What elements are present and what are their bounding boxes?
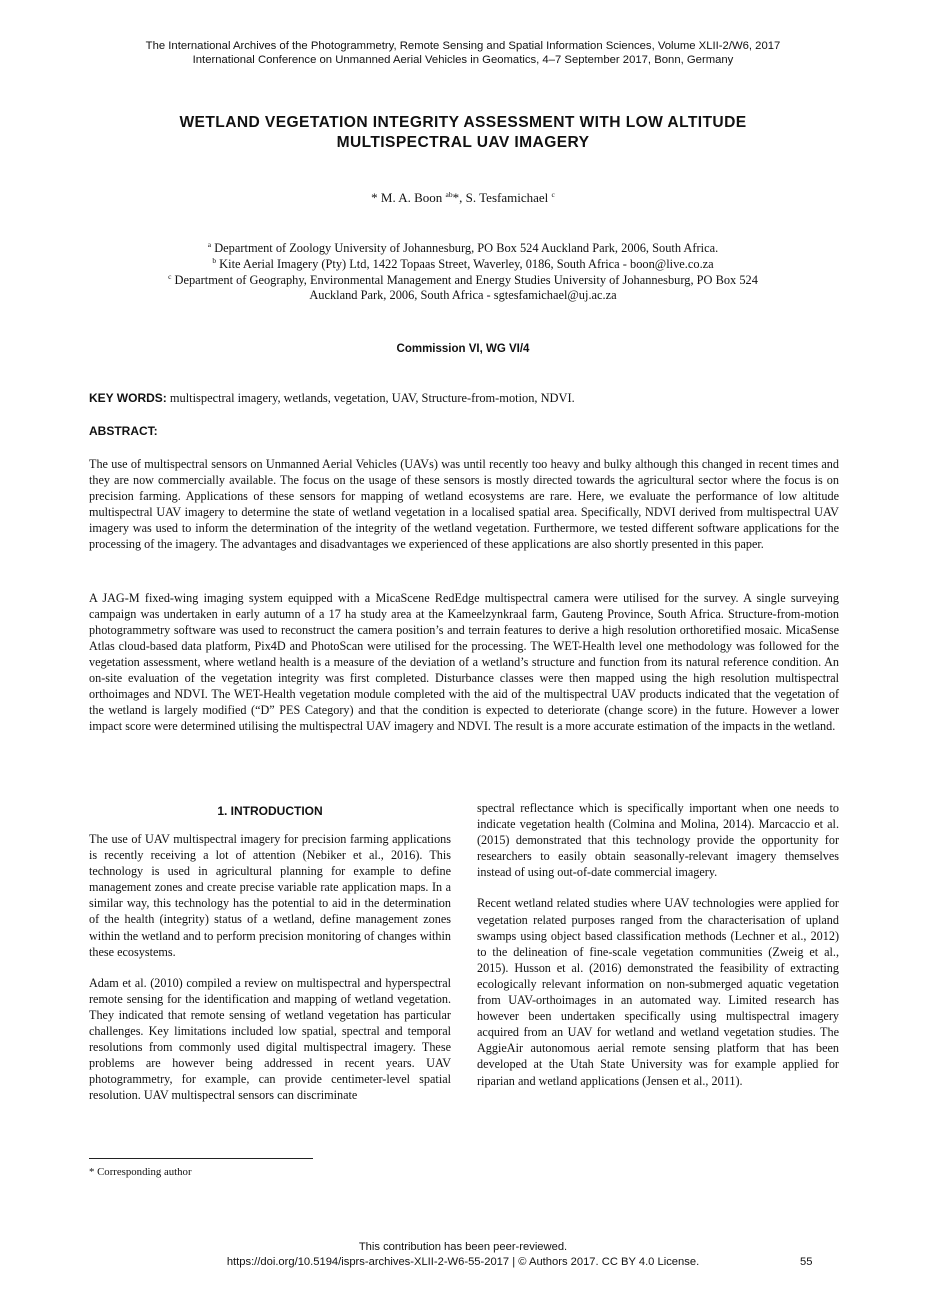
footer-peer-review: This contribution has been peer-reviewed. [358,1241,568,1253]
commission-label: Commission VI, WG VI/4 [396,343,530,355]
header-line-2: International Conference on Unmanned Aerial Vehicles in Geomatics, 4–7 September 2017, Bonn, Germany [192,54,734,66]
author-2-name: *, S. Tesfamichael [452,190,552,205]
affiliation-text: Auckland Park, 2006, South Africa - sgtesfamichael@uj.ac.za [309,288,617,303]
abstract-heading: ABSTRACT: [89,424,158,438]
page-number: 55 [800,1256,813,1268]
journal-header [60,39,866,67]
paper-title [70,113,856,153]
intro-paragraph-1: The use of UAV multispectral imagery for precision farming applications is recently receiving a lot of attention (Nebiker et al., 2016). This technology is used in agricultural planning for example to define management zones and create precise variable rate application maps. In a similar way, this technology has the potential to aid in the determination of the health (integrity) status of a wetland, define management zones within the wetland and to perform precision monitoring of changes within these ecosystems. [89,832,451,959]
keywords-label: KEY WORDS: [89,391,167,405]
author-1-affil-mark: ab [445,190,453,199]
title-line-1: WETLAND VEGETATION INTEGRITY ASSESSMENT WITH LOW ALTITUDE [179,114,747,131]
footnote-corresponding-author: * Corresponding author [89,1166,192,1178]
affiliation-a [80,241,846,257]
author-list [60,190,866,206]
footer-doi-license: https://doi.org/10.5194/isprs-archives-XLII-2-W6-55-2017 | © Authors 2017. CC BY 4.0 License. [226,1256,700,1268]
section-heading-introduction: 1. INTRODUCTION [217,804,323,818]
affiliation-mark: c [168,271,172,281]
affiliation-text: Department of Zoology University of Johannesburg, PO Box 524 Auckland Park, 2006, South Africa. [211,241,719,255]
affiliations [80,241,846,304]
intro-paragraph-4: Recent wetland related studies where UAV technologies were applied for vegetation related purposes ranged from the characterisation of upland swamps using object based classification methods (Lechner et al., 2012) to the delineation of fine-scale vegetation communities (Zweig et al., 2015). Husson et al. (2016) demonstrated the feasibility of extracting ecologically relevant information on non-submerged aquatic vegetation from UAV-orthoimages in an automated way. Limited research has however been undertaken specifically using multispectral imagery acquired from an UAV for wetland and wetland vegetation studies. The AggieAir autonomous aerial remote sensing platform that has been developed at the Utah State University was for example applied for riparian and wetland applications (Jensen et al., 2011). [477,896,839,1088]
keywords [89,390,841,406]
affiliation-c-continued [80,288,846,304]
affiliation-mark: a [207,240,212,249]
affiliation-text: Department of Geography, Environmental Management and Energy Studies University of Johannesburg, PO Box 524 [171,272,758,287]
intro-paragraph-2: Adam et al. (2010) compiled a review on multispectral and hyperspectral remote sensing for the identification and mapping of wetland vegetation. They indicated that remote sensing of wetland vegetation has particular challenges. Key limitations included low spatial, spectral and temporal resolutions from commonly used digital multispectral imagery. These problems are however being addressed in recent years. UAV photogrammetry, for example, can provide centimeter-level spatial resolution. UAV multispectral sensors can discriminate [89,975,451,1103]
abstract-paragraph-2: A JAG-M fixed-wing imaging system equipped with a MicaScene RedEdge multispectral camera were utilised for the survey. A single surveying campaign was undertaken in early autumn of a 17 ha study area at the Kameelzynkraal farm, Gauteng Province, South Africa. Structure-from-motion photogrammetry software was used to reconstruct the camera position’s and terrain features to derive a high resolution orthoretified mosaic. MicaSense Atlas cloud-based data platform, Pix4D and PhotoScan were utilised for the processing. The WET-Health level one methodology was followed for the vegetation assessment, where wetland health is a measure of the deviation of a wetland’s structure and function from its natural reference condition. An on-site evaluation of the vegetation integrity was first completed. Disturbance classes were then mapped using the high resolution multispectral orthoimages and NDVI. The WET-Health vegetation module completed with the aid of the multispectral UAV products indicated that the vegetation of the wetland is largely modified (“D” PES Category) and that the condition is expected to deteriorate (change score) in the future. However a lower impact score were determined utilising the multispectral UAV imagery and NDVI. The result is a more accurate estimation of the impacts in the wetland. [89,591,839,733]
header-line-1: The International Archives of the Photogrammetry, Remote Sensing and Spatial Information Sciences, Volume XLII-2/W6, 2017 [145,40,781,52]
author-2-affil-mark: c [551,190,555,199]
affiliation-mark: b [212,255,217,265]
author-1-name: * M. A. Boon [371,190,446,205]
keywords-text: multispectral imagery, wetlands, vegetation, UAV, Structure-from-motion, NDVI. [166,391,575,405]
affiliation-c [80,273,846,289]
affiliation-text: Kite Aerial Imagery (Pty) Ltd, 1422 Topaas Street, Waverley, 0186, South Africa - boon@live.co.za [216,256,714,271]
title-line-2: MULTISPECTRAL UAV IMAGERY [336,134,590,151]
page-footer [60,1240,866,1270]
abstract-paragraph-1: The use of multispectral sensors on Unmanned Aerial Vehicles (UAVs) was until recently too heavy and bulky although this changed in recent times and they are now commercially available. The focus on the usage of these sensors is mostly directed towards the agricultural sector where the focus is on precision farming. Applications of these sensors for mapping of wetland ecosystems are rare. Here, we evaluate the performance of low altitude multispectral UAV imagery to determine the state of wetland vegetation in a localised spatial area. Specifically, NDVI derived from multispectral UAV imagery was used to inform the determination of the integrity of the wetland vegetation. Furthermore, we tested different software applications for the processing of the imagery. The advantages and disadvantages we experienced of these applications are also shortly presented in this paper. [89,457,839,551]
left-column [89,800,451,1119]
affiliation-b [80,257,846,273]
intro-paragraph-3: spectral reflectance which is specifically important when one needs to indicate vegetation health (Colmina and Molina, 2014). Marcaccio et al. (2015) demonstrated that this technology provide the opportunity for researchers to easily obtain seasonally-relevant imagery themselves instead of using out-of-date commercial imagery. [477,801,839,880]
right-column [477,800,839,1104]
footnote-divider [89,1158,313,1159]
